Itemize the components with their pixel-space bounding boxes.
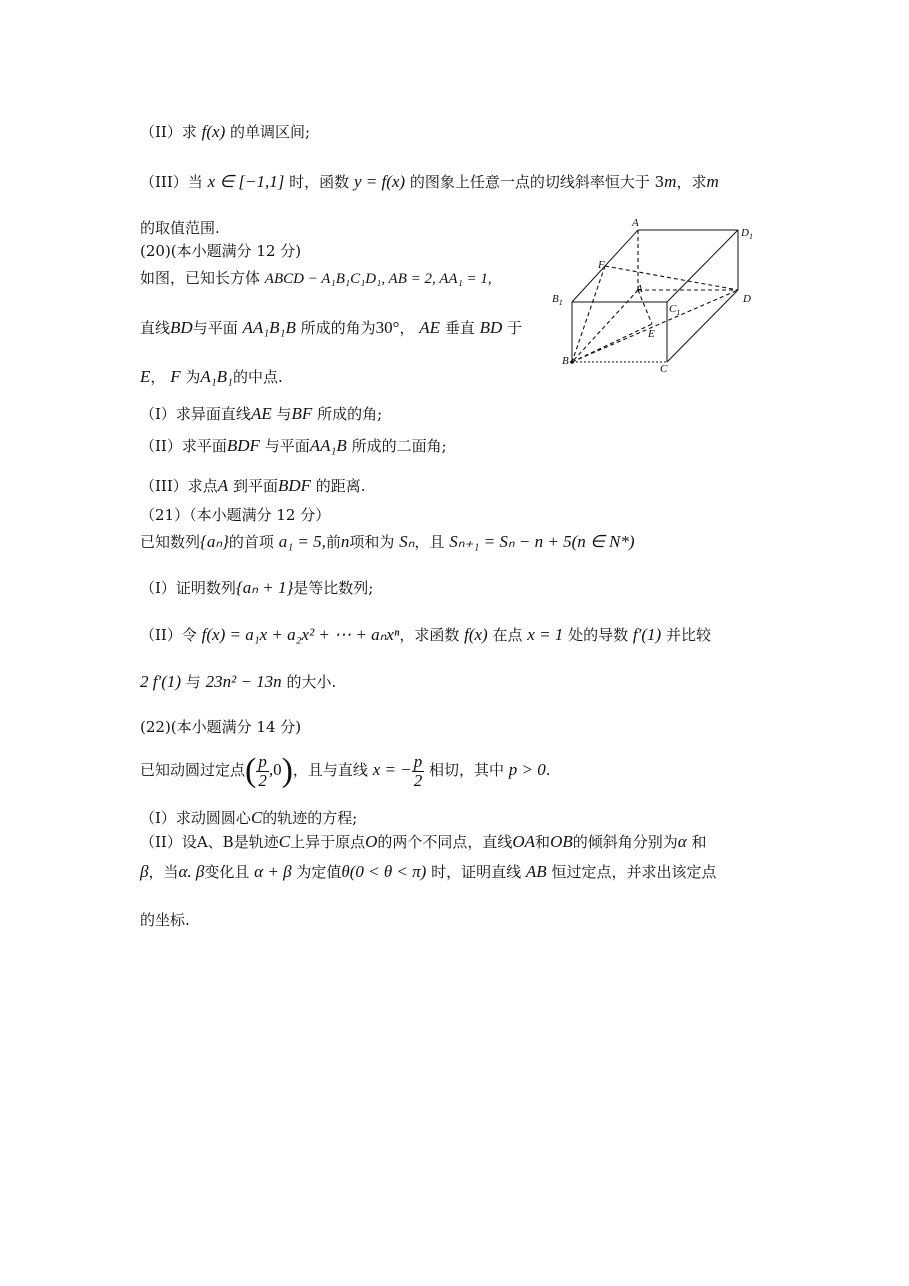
q21-part2: （II）令 f(x) = a₁x + a₂x² + ⋯ + aₙxⁿ，求函数 f(x) 在点 x = 1 处的导数 f′(1) 并比较 xyxy=(140,625,711,644)
line-B-E xyxy=(572,324,652,362)
q21-header: （21）（本小题满分 12 分） xyxy=(140,506,331,524)
edge-A-B xyxy=(572,290,638,362)
cuboid-figure xyxy=(548,214,778,376)
q19-part2-line: （II）求 f(x) 的单调区间; xyxy=(140,122,311,141)
math-x-interval: x ∈ [−1,1] xyxy=(207,172,285,191)
q22-part2: （II）设A、B是轨迹C上异于原点O的两个不同点，直线OA和OB的倾斜角分别为α 和 xyxy=(140,832,707,851)
q22-part1: （I）求动圆圆心C的轨迹的方程; xyxy=(140,808,358,827)
q20-part3: （III）求点A 到平面BDF 的距离. xyxy=(140,476,366,495)
label-A1: A xyxy=(632,217,639,229)
q20-part2: （II）求平面BDF 与平面AA₁B 所成的二面角; xyxy=(140,436,447,455)
q20-part1: （I）求异面直线AE 与BF 所成的角; xyxy=(140,404,383,423)
q21-line1: 已知数列{aₙ}的首项 a₁ = 5,前n项和为 Sₙ，且 Sₙ₊₁ = Sₙ − n + 5(n ∈ N*) xyxy=(140,532,635,551)
q20-line3: E， F 为A₁B₁的中点. xyxy=(140,367,283,386)
q22-line1: 已知动圆过定点( $\frac{p}{2}$ ,0)，且与直线 x = − $\frac{p}{2}$ 相切，其中 p > 0. xyxy=(140,751,551,790)
label-F: F xyxy=(598,259,605,271)
label-D: D xyxy=(743,293,751,305)
math-y-fx: y = f(x) xyxy=(353,172,406,191)
label-D1: $D_1$ xyxy=(741,227,753,241)
math-fx: f(x) xyxy=(201,122,226,141)
q19-tail: 的取值范围. xyxy=(140,219,220,237)
q21-line4: 2 f′(1) 与 23n² − 13n 的大小. xyxy=(140,672,337,691)
fraction-p-over-2: $\frac{p}{2}$ xyxy=(258,751,267,790)
q20-intro-line: 如图，已知长方体 ABCD − A₁B₁C₁D₁, AB = 2, AA₁ = 1, xyxy=(140,269,492,287)
point-B xyxy=(570,360,574,364)
line-F-B xyxy=(572,266,605,362)
label-B1: $B_1$ xyxy=(552,293,563,307)
q22-header: (22)(本小题满分 14 分) xyxy=(140,718,302,736)
fraction-neg-p-over-2: $\frac{p}{2}$ xyxy=(413,751,423,790)
q21-part1: （I）证明数列{aₙ + 1}是等比数列; xyxy=(140,578,374,597)
q19-part3-line: （III）当 x ∈ [−1,1] 时，函数 y = f(x) 的图象上任意一点的切线斜率恒大于 3m，求m xyxy=(140,172,719,191)
label-A: A xyxy=(636,283,643,295)
q20-header: (20)(本小题满分 12 分) xyxy=(140,242,302,260)
line-B-D xyxy=(572,290,738,362)
label-B: B xyxy=(562,355,569,367)
q22-line3: β，当α. β变化且 α + β 为定值θ(0 < θ < π) 时，证明直线 AB 恒过定点，并求出该定点 xyxy=(140,862,717,881)
edge-D1-C1 xyxy=(667,230,738,302)
math-solid: ABCD − A₁B₁C₁D₁, AB = 2, AA₁ = 1, xyxy=(264,271,492,287)
line-A-E xyxy=(638,290,652,324)
edge-D-C xyxy=(667,290,738,362)
q20-line2: 直线BD与平面 AA₁B₁B 所成的角为30°， AE 垂直 BD 于 xyxy=(140,318,523,337)
q22-line4: 的坐标. xyxy=(140,911,190,929)
label-C: C xyxy=(660,363,668,375)
line-F-D xyxy=(605,266,738,290)
label-E: E xyxy=(648,328,655,340)
label-C1: $C_1$ xyxy=(669,303,681,317)
